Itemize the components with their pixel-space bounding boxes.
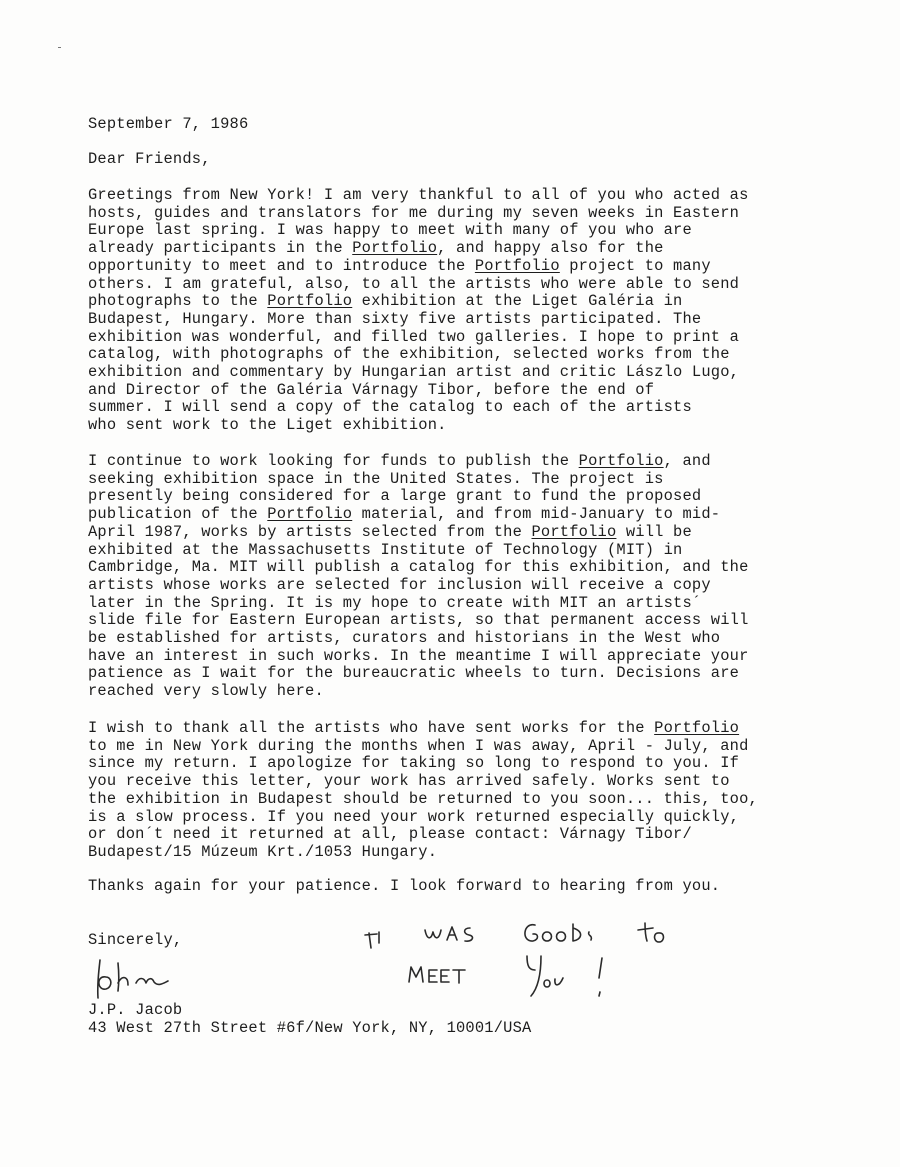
letter-line [88, 595, 701, 613]
sender-address: 43 West 27th Street #6f/New York, NY, 10001/USA [88, 1019, 532, 1037]
line-text: to me in New York during the months when I was away, April - July, and [88, 736, 749, 755]
letter-line [88, 809, 739, 827]
line-text: summer. I will send a copy of the catalog to each of the artists [88, 398, 692, 417]
letter-line [88, 417, 447, 435]
line-text: opportunity to meet and to introduce the [88, 256, 475, 275]
line-text: exhibition at the Liget Galéria in [352, 292, 683, 311]
letter-line [88, 630, 720, 648]
line-text: exhibition was wonderful, and filled two galleries. I hope to print a [88, 327, 740, 346]
line-text: Cambridge, Ma. MIT will publish a catalog for this exhibition, and the [88, 558, 749, 577]
line-text: artists whose works are selected for inclusion will receive a copy [88, 575, 711, 594]
underlined-title: Portfolio [578, 452, 664, 470]
line-text: patience as I wait for the bureaucratic wheels to turn. Decisions are [88, 664, 740, 683]
letter-line [88, 755, 739, 773]
line-text: material, and from mid-January to mid- [352, 505, 721, 524]
line-text: who sent work to the Liget exhibition. [88, 416, 447, 435]
paper-speck [58, 47, 61, 48]
letter-line [88, 187, 749, 205]
letter-line [88, 683, 324, 701]
line-text: later in the Spring. It is my hope to create with MIT an artists´ [88, 593, 702, 612]
line-text: photographs to the [88, 292, 268, 311]
handwritten-note [355, 910, 675, 1015]
letter-line [88, 648, 749, 666]
line-text: seeking exhibition space in the United States. The project is [88, 469, 664, 488]
line-text: , and [663, 452, 711, 470]
line-text: I wish to thank all the artists who have sent works for the [88, 719, 655, 737]
letter-line [88, 258, 711, 276]
letter-line [88, 773, 730, 791]
letter-line [88, 559, 749, 577]
sender-name: J.P. Jacob [88, 1001, 183, 1019]
letter-line [88, 612, 749, 630]
letter-line [88, 453, 711, 471]
letter-line [88, 276, 739, 294]
letter-closing: Sincerely, [88, 931, 183, 949]
letter-line [88, 364, 739, 382]
underlined-title: Portfolio [474, 256, 560, 275]
letter-line [88, 844, 437, 862]
letter-line [88, 506, 720, 524]
letter-line [88, 826, 692, 844]
letter-line [88, 665, 739, 683]
line-text: April 1987, works by artists selected from the [88, 522, 532, 541]
line-text: presently being considered for a large grant to fund the proposed [88, 487, 702, 506]
letter-salutation: Dear Friends, [88, 150, 211, 168]
letter-line [88, 293, 683, 311]
underlined-title: Portfolio [654, 719, 740, 737]
line-text: publication of the [88, 505, 268, 524]
line-text: will be [616, 522, 692, 541]
line-text: or don´t need it returned at all, please contact: Várnagy Tibor/ [88, 825, 692, 844]
letter-line [88, 488, 701, 506]
letter-date: September 7, 1986 [88, 115, 249, 133]
line-text: Thanks again for your patience. I look forward to hearing from you. [88, 877, 721, 895]
line-text: since my return. I apologize for taking so long to respond to you. If [88, 754, 740, 773]
letter-line [88, 240, 664, 258]
line-text: have an interest in such works. In the meantime I will appreciate your [88, 646, 749, 665]
line-text: I continue to work looking for funds to publish the [88, 452, 579, 470]
underlined-title: Portfolio [352, 239, 438, 258]
letter-line [88, 222, 692, 240]
underlined-title: Portfolio [531, 522, 617, 541]
letter-line [88, 577, 711, 595]
line-text: Greetings from New York! I am very thankful to all of you who acted as [88, 186, 749, 204]
line-text: is a slow process. If you need your work returned especially quickly, [88, 807, 740, 826]
line-text: Budapest/15 Múzeum Krt./1053 Hungary. [88, 842, 438, 861]
line-text: hosts, guides and translators for me during my seven weeks in Eastern [88, 203, 740, 222]
line-text: and Director of the Galéria Várnagy Tibor, before the end of [88, 380, 655, 399]
line-text: be established for artists, curators and historians in the West who [88, 629, 721, 647]
underlined-title: Portfolio [267, 292, 353, 311]
letter-line [88, 791, 758, 809]
letter-line [88, 399, 692, 417]
line-text: reached very slowly here. [88, 682, 324, 701]
letter-line [88, 205, 739, 223]
letter-line [88, 738, 749, 756]
underlined-title: Portfolio [267, 505, 353, 524]
letter-line [88, 346, 730, 364]
letter-line [88, 329, 739, 347]
letter-line [88, 878, 720, 896]
line-text: , and happy also for the [437, 239, 664, 258]
letter-line [88, 720, 739, 738]
line-text: project to many [559, 256, 711, 275]
line-text: Budapest, Hungary. More than sixty five artists participated. The [88, 309, 702, 328]
line-text: you receive this letter, your work has arrived safely. Works sent to [88, 772, 730, 791]
line-text: slide file for Eastern European artists, so that permanent access will [88, 611, 749, 630]
handwritten-signature [88, 955, 198, 1000]
line-text: exhibited at the Massachusetts Institute of Technology (MIT) in [88, 540, 683, 559]
line-text: already participants in the [88, 239, 353, 258]
letter-line [88, 524, 692, 542]
letter-line [88, 471, 664, 489]
letter-line [88, 382, 654, 400]
line-text: Europe last spring. I was happy to meet with many of you who are [88, 221, 692, 240]
line-text: exhibition and commentary by Hungarian artist and critic Lászlo Lugo, [88, 363, 740, 381]
line-text: others. I am grateful, also, to all the artists who were able to send [88, 274, 740, 293]
letter-line [88, 311, 701, 329]
line-text: catalog, with photographs of the exhibition, selected works from the [88, 345, 730, 364]
letter-line [88, 542, 682, 560]
line-text: the exhibition in Budapest should be returned to you soon... this, too, [88, 789, 758, 808]
